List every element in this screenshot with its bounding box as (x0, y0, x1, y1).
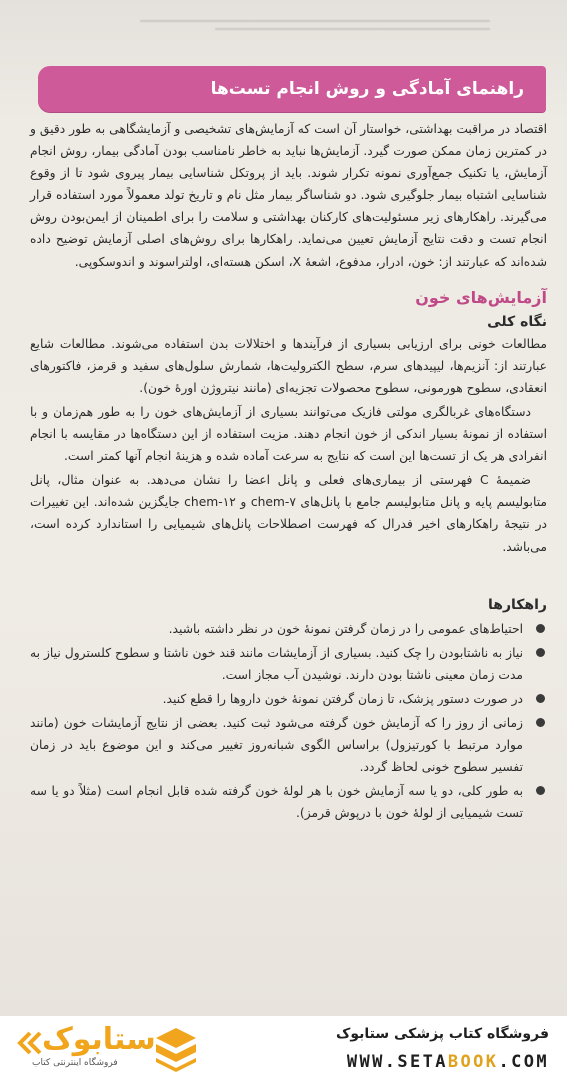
appendix-paragraph: ضمیمهٔ C فهرستی از بیماری‌های فعلی و پانل اعضا را نشان می‌دهد. به عنوان مثال، پانل متابولیسم پایه و پانل متابولیسم جامع با پانل‌های chem-۷ و chem-۱۲ جایگزین شده‌اند. این تغییرات در نتیجهٔ راهکارهای اخیر فدرال که فهرست اصطلاحات پانل‌های شیمیایی را استاندارد کرده است، می‌باشد. (30, 473, 548, 554)
url-prefix: WWW.SETA (346, 1052, 448, 1072)
bullet-icon (536, 694, 545, 703)
banner-title: راهنمای آمادگی و روش انجام تست‌ها (210, 79, 524, 99)
overview-paragraph: مطالعات خونی برای ارزیابی بسیاری از فرآیندها و اختلالات بدن استفاده می‌شوند. مطالعات شایع عبارتند از: آنزیم‌ها، لیپیدهای سرم، سطح الکترولیت‌ها، شمارش سلول‌های سفید و قرمز، فاکتورهای انعقادی، سطوح هورمونی، سطوح محصولات تجزیه‌ای (مانند نیتروژن اورهٔ خون). (30, 336, 547, 395)
overview-heading: نگاه کلی (487, 313, 547, 330)
store-name: فروشگاه کتاب پزشکی ستابوک (336, 1026, 549, 1042)
logo-tagline: فروشگاه اینترنتی کتاب (32, 1058, 118, 1068)
list-item (30, 618, 523, 640)
store-url[interactable] (347, 1052, 549, 1072)
list-item (30, 642, 523, 686)
url-suffix: .COM (498, 1052, 549, 1072)
guidelines-list (30, 618, 547, 825)
section-banner (38, 66, 546, 112)
page-content (30, 118, 547, 826)
list-item-text: نیاز به ناشتابودن را چک کنید. بسیاری از آزمایشات مانند قند خون ناشتا و سطوح کلسترول نیاز به مدت زمان معینی ناشتا بودن دارند. نوشیدن آب مجاز است. (30, 645, 523, 682)
bleed-through-text (40, 14, 540, 54)
watermark-footer (0, 1016, 567, 1080)
logo-wordmark: ستابوک (42, 1022, 156, 1057)
devices-paragraph: دستگاه‌های غربالگری مولتی فازیک می‌توانند بسیاری از آزمایش‌های خون را به طور هم‌زمان و با استفاده از نمونهٔ بسیار اندکی از خون انجام دهند. مزیت استفاده از این دستگاه‌ها در مقایسه با انجام انفرادی هر یک از تست‌ها این است که نتایج به سرعت آماده شده و هزینهٔ انجام آنها کمتر است. (30, 404, 547, 464)
list-item-text: احتیاط‌های عمومی را در زمان گرفتن نمونهٔ خون در نظر داشته باشید. (168, 621, 523, 636)
list-item (30, 712, 523, 778)
bullet-icon (536, 718, 545, 727)
list-item-text: زمانی از روز را که آزمایش خون گرفته می‌شود ثبت کنید. بعضی از نتایج آزمایشات خون (مانند موارد مرتبط با کورتیزول) براساس الگوی شبانه‌روز تغییر می‌کند و این موضوع باید در زمان تفسیر سطوح خونی لحاظ گردد. (30, 715, 523, 775)
blood-tests-heading: آزمایش‌های خون (415, 287, 547, 307)
store-logo (14, 1022, 204, 1076)
guidelines-heading: راهکارها (488, 596, 547, 613)
list-item-text: به طور کلی، دو یا سه آزمایش خون با هر لولهٔ خون گرفته شده قابل انجام است (مثلاً دو یا سه تست شیمیایی از لولهٔ خون با درپوش قرمز). (30, 784, 523, 821)
list-item (30, 688, 523, 710)
chevrons-icon (16, 1030, 42, 1056)
url-accent: BOOK (447, 1052, 499, 1072)
book-mark-icon (154, 1026, 198, 1072)
bullet-icon (536, 648, 545, 657)
list-item-text: در صورت دستور پزشک، تا زمان گرفتن نمونهٔ خون داروها را قطع کنید. (162, 691, 523, 706)
intro-paragraph: اقتصاد در مراقبت بهداشتی، خواستار آن است که آزمایش‌های تشخیصی و آزمایشگاهی به طور دقیق و در کمترین زمان ممکن صورت گیرد. آزمایش‌ها نباید به خاطر نامناسب بودن آمادگی بیمار، روش انجام آزمایش، یا تکنیک جمع‌آوری نمونه تکرار شوند. باید از پروتکل شناسایی بیمار پیروی شود تا از وقوع شناسایی اشتباه بیمار جلوگیری شود. دو شناساگر بیمار مثل نام و تاریخ تولد معمولاً مورد استفاده قرار می‌گیرند. راهکارهای زیر مسئولیت‌های کارکنان بهداشتی و سلامت را برای اطمینان از ایمن‌بودن روش انجام تست و دقت نتایج آزمایش تعیین می‌نماید. راهکارها برای روش‌های اصلی آزمایش توضیح داده شده‌اند که عبارتند از: خون، ادرار، مدفوع، اشعهٔ X، اسکن هسته‌ای، اولتراسوند و اندوسکوپی. (30, 122, 547, 269)
bullet-icon (536, 786, 545, 795)
bullet-icon (536, 624, 545, 633)
list-item (30, 780, 523, 824)
